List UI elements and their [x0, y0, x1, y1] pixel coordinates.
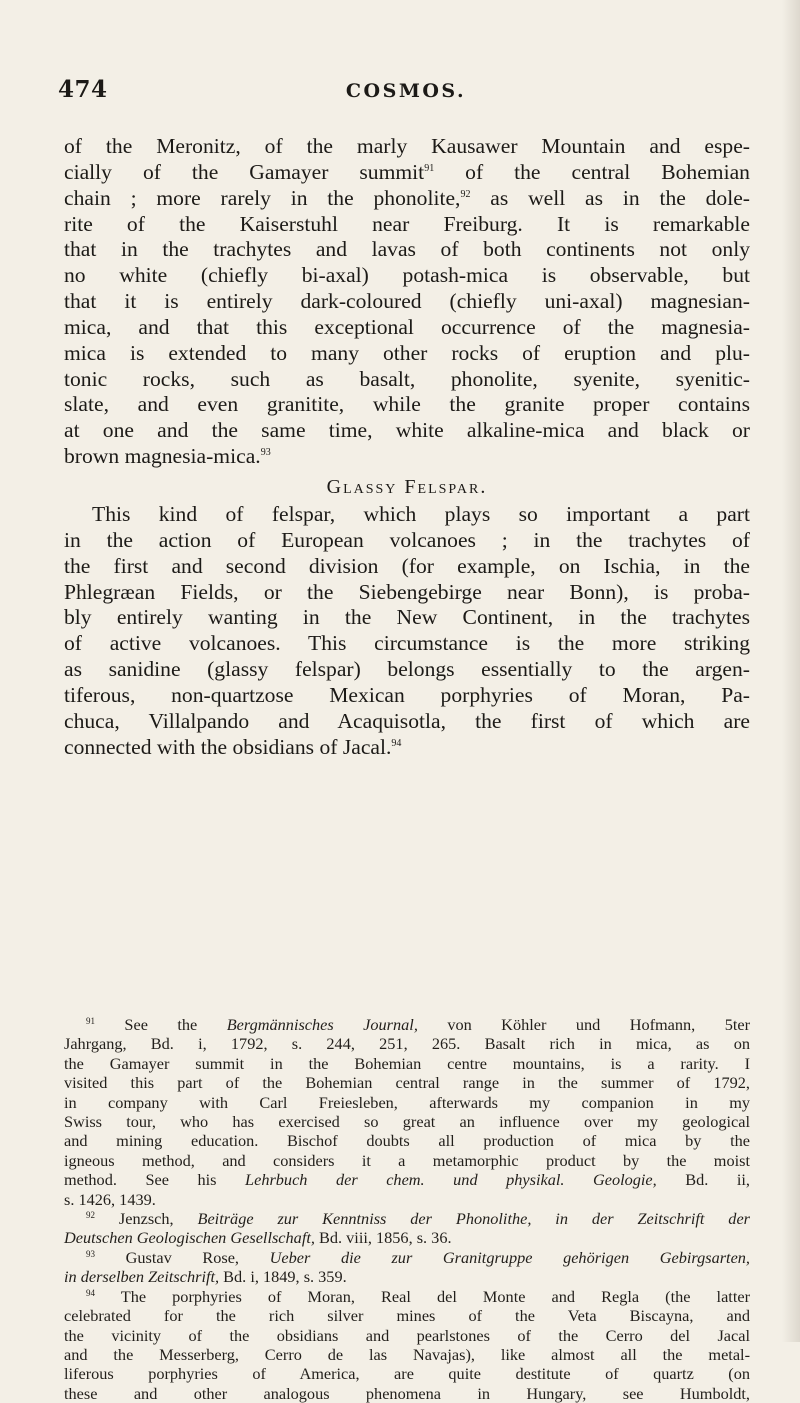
text-line: of the Meronitz, of the marly Kausawer Mountain and espe- [64, 134, 750, 158]
footnote-line: $^{91}$ See the Bergmännisches Journal, von Köhler und Hofmann, 5ter [86, 1015, 751, 1034]
page-number: 474 [58, 76, 108, 103]
text-line: This kind of felspar, which plays so important a part [92, 501, 750, 526]
page-edge-shadow [782, 0, 800, 1342]
footnote-mark: 92 [86, 1210, 95, 1221]
text-line: brown magnesia-mica.$^{93}$ [64, 444, 271, 469]
text-line: the first and second division (for example, on Ischia, in the [64, 553, 750, 578]
footnote-ref-93: 93 [260, 447, 271, 459]
section-heading: Glassy Felspar. [326, 475, 488, 498]
text-line: bly entirely wanting in the New Continent, in the trachytes [64, 605, 750, 630]
footnote-mark: 94 [86, 1287, 95, 1298]
footnote-mark: 91 [86, 1016, 95, 1026]
footnote-mark: 93 [86, 1248, 95, 1259]
footnotes [64, 1015, 750, 1403]
text-line: mica is extended to many other rocks of eruption and plu- [64, 340, 750, 365]
footnote-line: Deutschen Geologischen Gesellschaft, Bd. viii, 1856, s. 36. [64, 1228, 452, 1248]
text-line: no white (chiefly bi-axal) potash-mica is observable, but [64, 263, 750, 288]
footnote-line: method. See his Lehrbuch der chem. und physikal. Geologie, Bd. ii, [64, 1170, 750, 1190]
paragraph-mica [64, 134, 750, 470]
footnote-line: the vicinity of the obsidians and pearlstones of the Cerro del Jacal [64, 1325, 750, 1345]
text-line: connected with the obsidians of Jacal.$^{94}$ [64, 734, 402, 759]
text-line: chuca, Villalpando and Acaquisotla, the first of which are [64, 708, 750, 733]
footnote-line: s. 1426, 1439. [64, 1189, 156, 1209]
running-title: COSMOS. [345, 80, 467, 102]
paragraph-glassy-felspar [64, 502, 750, 760]
footnote-ref-92: 92 [460, 188, 471, 200]
footnote-line: $^{93}$ Gustav Rose, Ueber die zur Granitgruppe gehörigen Gebirgsarten, [86, 1247, 751, 1267]
footnote-line: visited this part of the Bohemian central range in the summer of 1792, [64, 1073, 750, 1093]
footnote-line: the Gamayer summit in the Bohemian centre mountains, is a rarity. I [64, 1053, 750, 1073]
footnote-line: $^{92}$ Jenzsch, Beiträge zur Kenntniss der Phonolithe, in der Zeitschrift der [86, 1209, 751, 1229]
footnote-line: igneous method, and considers it a metamorphic product by the moist [64, 1150, 750, 1170]
footnote-line: $^{94}$ The porphyries of Moran, Real del Monte and Regla (the latter [86, 1286, 750, 1306]
text-line: that it is entirely dark-coloured (chiefly uni-axal) magnesian- [64, 289, 750, 314]
footnote-line: in derselben Zeitschrift, Bd. i, 1849, s. 359. [64, 1267, 347, 1287]
text-line: of active volcanoes. This circumstance is the more striking [64, 631, 750, 656]
text-line: cially of the Gamayer summit$^{91}$ of the central Bohemian [64, 159, 750, 184]
text-line: tonic rocks, such as basalt, phonolite, syenite, syenitic- [64, 366, 750, 391]
footnote-line: these and other analogous phenomena in Hungary, see Humboldt, [64, 1383, 750, 1403]
footnote-93 [64, 1248, 750, 1287]
text-line: Phlegræan Fields, or the Siebengebirge near Bonn), is proba- [64, 579, 750, 604]
footnote-line: Jahrgang, Bd. i, 1792, s. 244, 251, 265. Basalt rich in mica, as on [64, 1034, 750, 1054]
text-line: slate, and even granitite, while the granite proper contains [64, 392, 750, 417]
footnote-92 [64, 1209, 750, 1248]
footnote-line: and mining education. Bischof doubts all production of mica by the [64, 1131, 750, 1151]
text-line: in the action of European volcanoes ; in the trachytes of [64, 527, 750, 552]
main-text [64, 134, 750, 760]
text-line: as sanidine (glassy felspar) belongs essentially to the argen- [64, 657, 750, 682]
footnote-ref-91: 91 [424, 162, 435, 174]
footnote-94 [64, 1287, 750, 1403]
text-line: that in the trachytes and lavas of both continents not only [64, 237, 750, 262]
footnote-ref-94: 94 [391, 737, 402, 749]
text-line: rite of the Kaiserstuhl near Freiburg. It is remarkable [64, 211, 750, 236]
footnote-line: celebrated for the rich silver mines of the Veta Biscayna, and [64, 1306, 750, 1326]
footnote-91 [64, 1015, 750, 1209]
footnote-line: and the Messerberg, Cerro de las Navajas), like almost all the metal- [64, 1344, 750, 1364]
footnote-line: liferous porphyries of America, are quite destitute of quartz (on [64, 1364, 750, 1384]
text-line: tiferous, non-quartzose Mexican porphyries of Moran, Pa- [64, 682, 750, 707]
text-line: chain ; more rarely in the phonolite,$^{92}$ as well as in the dole- [64, 185, 751, 210]
running-head [58, 76, 754, 116]
text-line: at one and the same time, white alkaline-mica and black or [64, 418, 750, 443]
text-line: mica, and that this exceptional occurrence of the magnesia- [64, 314, 750, 339]
footnote-line: in company with Carl Freiesleben, afterwards my companion in my [64, 1092, 750, 1112]
footnote-line: Swiss tour, who has exercised so great an influence over my geological [64, 1112, 750, 1132]
